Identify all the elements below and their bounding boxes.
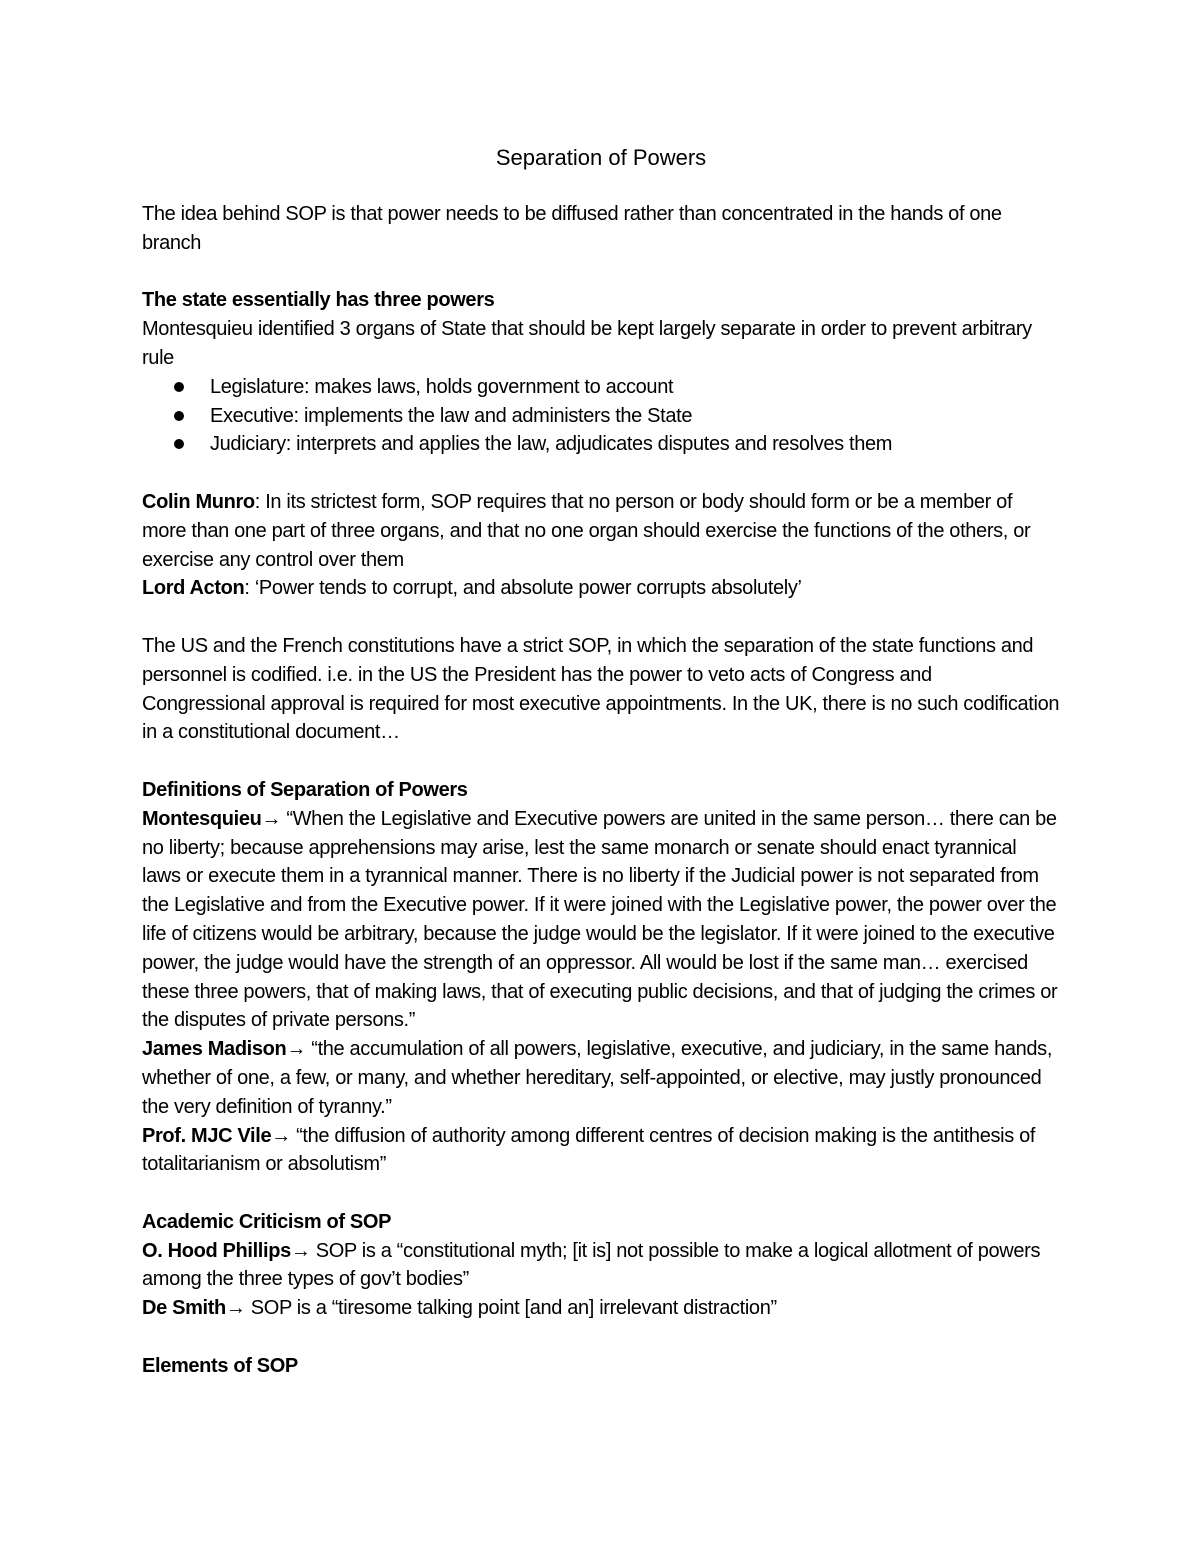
elements-heading: Elements of SOP xyxy=(142,1354,298,1377)
acton-text: : ‘Power tends to corrupt, and absolute power corrupts absolutely’ xyxy=(244,577,802,600)
bullet-icon xyxy=(174,382,184,392)
bullet-icon xyxy=(174,411,184,421)
arrow-icon: → xyxy=(225,1297,246,1320)
list-item: Executive: implements the law and administers the State xyxy=(142,402,1060,431)
definition-montesquieu: Montesquieu→ “When the Legislative and Executive powers are united in the same person… there can be no liberty; because apprehensions may arise, lest the same monarch or senate should enact tyrannical laws or execute them in a tyrannical manner. There is no liberty if the Judicial power is not separated from the Legislative and from the Executive power. If it were joined with the Legislative power, the power over the life of citizens would be arbitrary, because the judge would be the legislator. If it were joined to the executive power, the judge would have the strength of an oppressor. All would be lost if the same man… exercised these three powers, that of making laws, that of executing public decisions, and that of judging the crimes or the disputes of private persons.” xyxy=(142,807,1058,1032)
arrow-icon: → xyxy=(271,1124,291,1147)
criticism-hood-phillips: O. Hood Phillips→ SOP is a “constitutional myth; [it is] not possible to make a logical allotment of powers among the three types of gov’t bodies” xyxy=(142,1239,1041,1291)
criticism-heading: Academic Criticism of SOP xyxy=(142,1210,392,1233)
munro-quote xyxy=(142,488,1060,574)
page-title: Separation of Powers xyxy=(495,145,707,170)
criticism-de-smith: De Smith→ SOP is a “tiresome talking point [and an] irrelevant distraction” xyxy=(142,1297,777,1320)
us-france-paragraph: The US and the French constitutions have a strict SOP, in which the separation of the state functions and personnel is codified. i.e. in the US the President has the power to veto acts of Congress and Congressional approval is required for most executive appointments. In the UK, there is no such codification in a constitutional document… xyxy=(142,634,1060,744)
arrow-icon: → xyxy=(290,1239,311,1262)
list-item: Legislature: makes laws, holds government to account xyxy=(142,373,1060,402)
definition-madison: James Madison→ “the accumulation of all powers, legislative, executive, and judiciary, in the same hands, whether of one, a few, or many, and whether hereditary, self-appointed, or elective, may justly pronounced the very definition of tyranny.” xyxy=(142,1038,1053,1118)
acton-name: Lord Acton xyxy=(142,577,245,600)
munro-name: Colin Munro xyxy=(142,490,255,513)
three-powers-heading: The state essentially has three powers xyxy=(142,289,495,312)
bullet-icon xyxy=(174,439,184,449)
definition-vile: Prof. MJC Vile→ “the diffusion of authority among different centres of decision making is the antithesis of totalitarianism or absolutism” xyxy=(142,1124,1036,1176)
intro-paragraph: The idea behind SOP is that power needs to be diffused rather than concentrated in the hands of one branch xyxy=(142,203,1002,254)
list-item: Judiciary: interprets and applies the law, adjudicates disputes and resolves them xyxy=(142,430,1060,459)
organs-list xyxy=(142,373,1060,459)
three-powers-text: Montesquieu identified 3 organs of State that should be kept largely separate in order to prevent arbitrary rule xyxy=(142,318,1032,369)
munro-text: : In its strictest form, SOP requires that no person or body should form or be a member of more than one part of three organs, and that no one organ should exercise the functions of the others, or exercise any control over them xyxy=(142,490,1031,571)
arrow-icon: → xyxy=(286,1038,307,1061)
definitions-heading: Definitions of Separation of Powers xyxy=(142,778,468,801)
acton-quote xyxy=(142,574,1060,603)
arrow-icon: → xyxy=(261,807,282,830)
